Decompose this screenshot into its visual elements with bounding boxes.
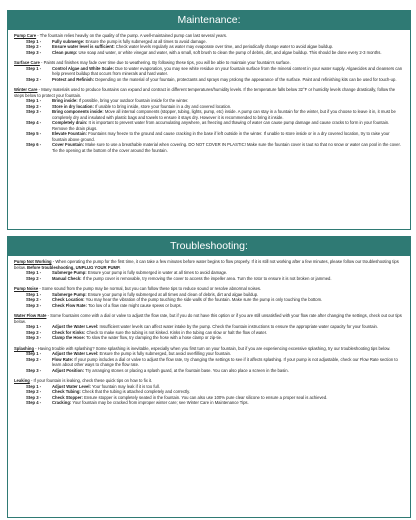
step-title: Submerge Pump: bbox=[52, 270, 87, 275]
section-leaking bbox=[14, 378, 404, 406]
step-title: Clean pump: bbox=[52, 49, 78, 55]
section-water-flow-rate bbox=[14, 313, 404, 341]
maintenance-title: Maintenance: bbox=[177, 14, 241, 26]
step-title: Check Location: bbox=[52, 297, 85, 302]
step-title: Fully submerge: bbox=[52, 38, 85, 44]
step-item bbox=[14, 303, 404, 309]
step-text: If the pump cover is removable, try removing the cover to access the impeller area. Turn the rotor to ensure it is not broken or jammed. bbox=[81, 275, 332, 281]
step-text: Check that the tubing is attached completely and correctly. bbox=[80, 389, 191, 394]
step-label: Step 3 - bbox=[26, 302, 42, 308]
step-text: Due to water evaporation, you may see white residue on your fountain surface from the mineral content in your water supply. Algaecides and cleansers can help prevent buildup that occurs from minerals and hard water. bbox=[52, 65, 403, 76]
section-pump-not-working bbox=[14, 259, 404, 281]
section-surface-care bbox=[14, 60, 404, 82]
section-intro-text: - Some fountains come with a dial or valve to adjust the flow rate, but if you do not have this option or if you are still unsatisfied with your flow rate after changing the settings, check out our tips below. bbox=[14, 313, 402, 324]
step-label: Step 1 - bbox=[26, 98, 42, 103]
step-text: Ensure the pump is fully submerged at all times to avoid damage. bbox=[84, 38, 207, 44]
step-text: Your fountain may be cracked from improper winter care; see Winter Care in Maintenance Tips. bbox=[71, 400, 249, 405]
section-warning: Before troubleshooting, UNPLUG YOUR PUMP. bbox=[25, 264, 121, 270]
step-title: Elevate Fountain: bbox=[52, 131, 87, 136]
step-label: Step 1 - bbox=[26, 38, 42, 44]
step-label: Step 2 - bbox=[26, 389, 42, 394]
section-heading: Leaking bbox=[14, 378, 30, 383]
section-heading: Surface Care bbox=[14, 60, 40, 65]
step-title: Adjust the Water Level: bbox=[52, 351, 99, 356]
step-text: Ensure your pump is fully submerged in water at all times to avoid damage. bbox=[86, 270, 228, 275]
section-intro-text: - Some sound from the pump may be normal, but you can follow these tips to reduce sound or resolve abnormal noises. bbox=[38, 286, 262, 291]
step-title: Clamp the Hose: bbox=[52, 335, 86, 340]
section-heading: Pump Not Working bbox=[14, 259, 52, 264]
section-heading: Winter Care bbox=[14, 87, 38, 92]
step-label: Step 3 - bbox=[26, 335, 42, 340]
step-label: Step 3 - bbox=[26, 109, 42, 114]
step-title: Adjust the Water Level: bbox=[52, 324, 99, 329]
section-heading: Splashing bbox=[14, 345, 35, 351]
step-label: Step 2 - bbox=[26, 297, 42, 302]
step-text: If your pump includes a dial or valve to adjust the flow rate, try changing the settings to see if it affects splashing. If your pump is not adjustable, check our Flow Rate section to learn about other ways to change the flow rate. bbox=[52, 356, 398, 367]
step-label: Step 2 - bbox=[26, 103, 42, 109]
section-heading: Pump Noise bbox=[14, 286, 39, 291]
step-text: Too low of a flow rate might cause spews or burps. bbox=[86, 302, 182, 308]
step-title: Protect and Refinish: bbox=[52, 76, 95, 82]
section-intro-text: - Having trouble with splashing? Some splashing is inevitable, especially when you first turn on your fountain, but if you are experiencing excessive splashing, try our troubleshooting tips below. bbox=[34, 345, 391, 351]
step-item bbox=[14, 368, 404, 374]
step-text: Ensure stopper is completely seated in the fountain. You can also use 100% pure clear silicone to ensure a proper seal is achieved. bbox=[82, 394, 328, 400]
step-title: Check Stopper: bbox=[52, 394, 83, 400]
step-text: Use soap and water, or white vinegar and water, with a small, soft brush to clean the pump of debris, dirt, and algae buildup. This should be done every 2-3 months. bbox=[77, 49, 382, 55]
troubleshooting-header bbox=[8, 237, 410, 256]
step-title: Check Flow Rate: bbox=[52, 302, 87, 308]
step-label: Step 4 - bbox=[26, 120, 42, 125]
section-intro bbox=[14, 313, 404, 324]
step-item bbox=[14, 66, 404, 77]
step-item bbox=[14, 120, 404, 131]
step-title: Bring inside: bbox=[52, 98, 78, 103]
section-intro bbox=[14, 87, 404, 98]
step-label: Step 1 - bbox=[26, 65, 42, 71]
step-label: Step 3 - bbox=[26, 394, 42, 400]
step-label: Step 6 - bbox=[26, 142, 42, 147]
step-label: Step 3 - bbox=[26, 367, 42, 373]
step-title: Cracking: bbox=[52, 400, 72, 405]
step-label: Step 1 - bbox=[26, 324, 42, 329]
step-title: Store in dry location: bbox=[52, 103, 94, 109]
step-title: Adjust Position: bbox=[52, 367, 85, 373]
section-intro-text: - The fountain relies heavily on the quality of the pump. A well-maintained pump can last several years. bbox=[36, 33, 228, 38]
maintenance-header bbox=[8, 11, 410, 30]
step-label: Step 5 - bbox=[26, 131, 42, 136]
step-item bbox=[14, 400, 404, 406]
section-intro-text: - If your fountain is leaking, check these quick tips on how to fix it. bbox=[29, 378, 153, 383]
section-intro-text: - When operating the pump for the first time, it can take a few minutes before water begins to flow properly. If it is still not working after a few minutes, please follow our troubleshooting tips below. bbox=[14, 259, 399, 270]
troubleshooting-panel bbox=[7, 236, 411, 518]
step-label: Step 1 - bbox=[26, 351, 42, 356]
section-winter-care bbox=[14, 87, 404, 153]
section-heading: Water Flow Rate bbox=[14, 313, 47, 318]
step-label: Step 3 - bbox=[26, 49, 42, 55]
step-label: Step 1 - bbox=[26, 291, 42, 297]
step-title: Manual Check: bbox=[52, 275, 82, 281]
step-text: You may hear the vibration of the pump touching the side walls of the fountain. Make sure the pump is only touching the bottom. bbox=[84, 297, 323, 302]
step-item bbox=[14, 142, 404, 153]
step-text: Ensure the pump is fully submerged, but avoid overfilling your fountain. bbox=[98, 351, 232, 356]
step-item bbox=[14, 357, 404, 368]
step-label: Step 2 - bbox=[26, 356, 42, 362]
step-item bbox=[14, 50, 404, 56]
step-text: Make sure to use a breathable material when covering. DO NOT COVER IN PLASTIC! Make sure the fountain cover is taut so that no snow or water can pool in the cover. Tie the opening at the bottom of the cover around the fountain. bbox=[52, 142, 401, 153]
step-text: It is important to prevent water from accumulating anywhere, as freezing and thawing of water can cause pump damage and cause cracks to form in your fountain. Remove the drain plugs. bbox=[52, 120, 390, 131]
step-title: Ensure water level is sufficient: bbox=[52, 44, 115, 49]
step-title: Completely drain: bbox=[52, 120, 88, 125]
step-item bbox=[14, 77, 404, 83]
step-label: Step 2 - bbox=[26, 275, 42, 281]
section-intro-text: - Many materials used to produce fountains can expand and contract in different temperatures/humidity levels. If the temperature falls below 32°F or humidity levels change drastically, follow the steps below to protect your fountain. bbox=[14, 87, 396, 98]
step-title: Submerge Pump: bbox=[52, 291, 87, 297]
troubleshooting-title: Troubleshooting: bbox=[170, 240, 248, 252]
step-text: Check to make sure the tubing is not kinked. Kinks in the tubing can slow or halt the flow of water. bbox=[85, 329, 268, 335]
maintenance-body bbox=[8, 30, 410, 153]
step-text: Try arranging stones or placing a splash guard, at the fountain base. You can also place a screen in the basin. bbox=[84, 367, 289, 373]
step-title: Adjust Water Level: bbox=[52, 383, 91, 389]
step-label: Step 1 - bbox=[26, 270, 42, 275]
step-text: Check water levels regularly as water may evaporate over time, and periodically change water to avoid algae buildup. bbox=[114, 44, 334, 49]
step-item bbox=[14, 131, 404, 142]
step-item bbox=[14, 276, 404, 282]
section-intro bbox=[14, 259, 404, 270]
section-pump-noise bbox=[14, 286, 404, 308]
step-title: Flow Rate: bbox=[52, 356, 74, 362]
maintenance-panel bbox=[7, 10, 411, 230]
step-text: If possible, bring your outdoor fountain inside for the winter. bbox=[77, 98, 189, 103]
step-text: If unable to bring inside, store your fountain in a dry and covered location. bbox=[93, 103, 232, 109]
section-intro-text: - Paints and finishes may fade over time due to weathering. By following these tips, you will be able to maintain your fountain's surface. bbox=[39, 60, 291, 65]
section-pump-care bbox=[14, 33, 404, 55]
step-label: Step 2 - bbox=[26, 44, 42, 49]
step-title: Control Algae and White Scale: bbox=[52, 65, 114, 71]
step-label: Step 2 - bbox=[26, 76, 42, 82]
step-title: Check Tubing: bbox=[52, 389, 81, 394]
step-title: Check for Kinks: bbox=[52, 329, 86, 335]
step-text: Insufficient water levels can affect water intake by the pump. Check the fountain instructions to ensure the appropriate water capacity for your fountain. bbox=[98, 324, 379, 329]
step-label: Step 1 - bbox=[26, 383, 42, 389]
step-title: Bring components inside: bbox=[52, 109, 104, 114]
step-text: Depending on the material of your fountain, protectants and sprays may prolong the appearance of the surface. Paint and refinishing kits can be used for touch-up. bbox=[94, 76, 397, 82]
step-text: To slow the water flow, try clamping the hose with a hose clamp or zip-tie. bbox=[85, 335, 223, 340]
step-text: Ensure your pump is fully submerged at all times and clean of debris, dirt and algae buildup. bbox=[86, 291, 259, 297]
section-splashing bbox=[14, 346, 404, 374]
step-text: Fountains may freeze to the ground and cause cracking in the base if left outside in the winter. If unable to store inside or in a dry covered location, try to raise your fountain above ground. bbox=[52, 131, 390, 142]
step-text: Your fountain may leak if it is too full. bbox=[90, 383, 160, 389]
troubleshooting-body bbox=[8, 256, 410, 406]
step-text: Move all internal components (stopper, tubing, lights, pump, etc) inside. A pump can stay in a fountain for the winter, but if you choose to leave it in, it must be completely dry and insulated with plastic bags and towels to ensure it stays dry. However it is recommended to bring it inside. bbox=[52, 109, 396, 120]
step-item bbox=[14, 109, 404, 120]
step-label: Step 4 - bbox=[26, 400, 42, 405]
step-title: Cover Fountain: bbox=[52, 142, 85, 147]
section-heading: Pump Care bbox=[14, 33, 37, 38]
step-label: Step 2 - bbox=[26, 329, 42, 335]
step-item bbox=[14, 335, 404, 341]
